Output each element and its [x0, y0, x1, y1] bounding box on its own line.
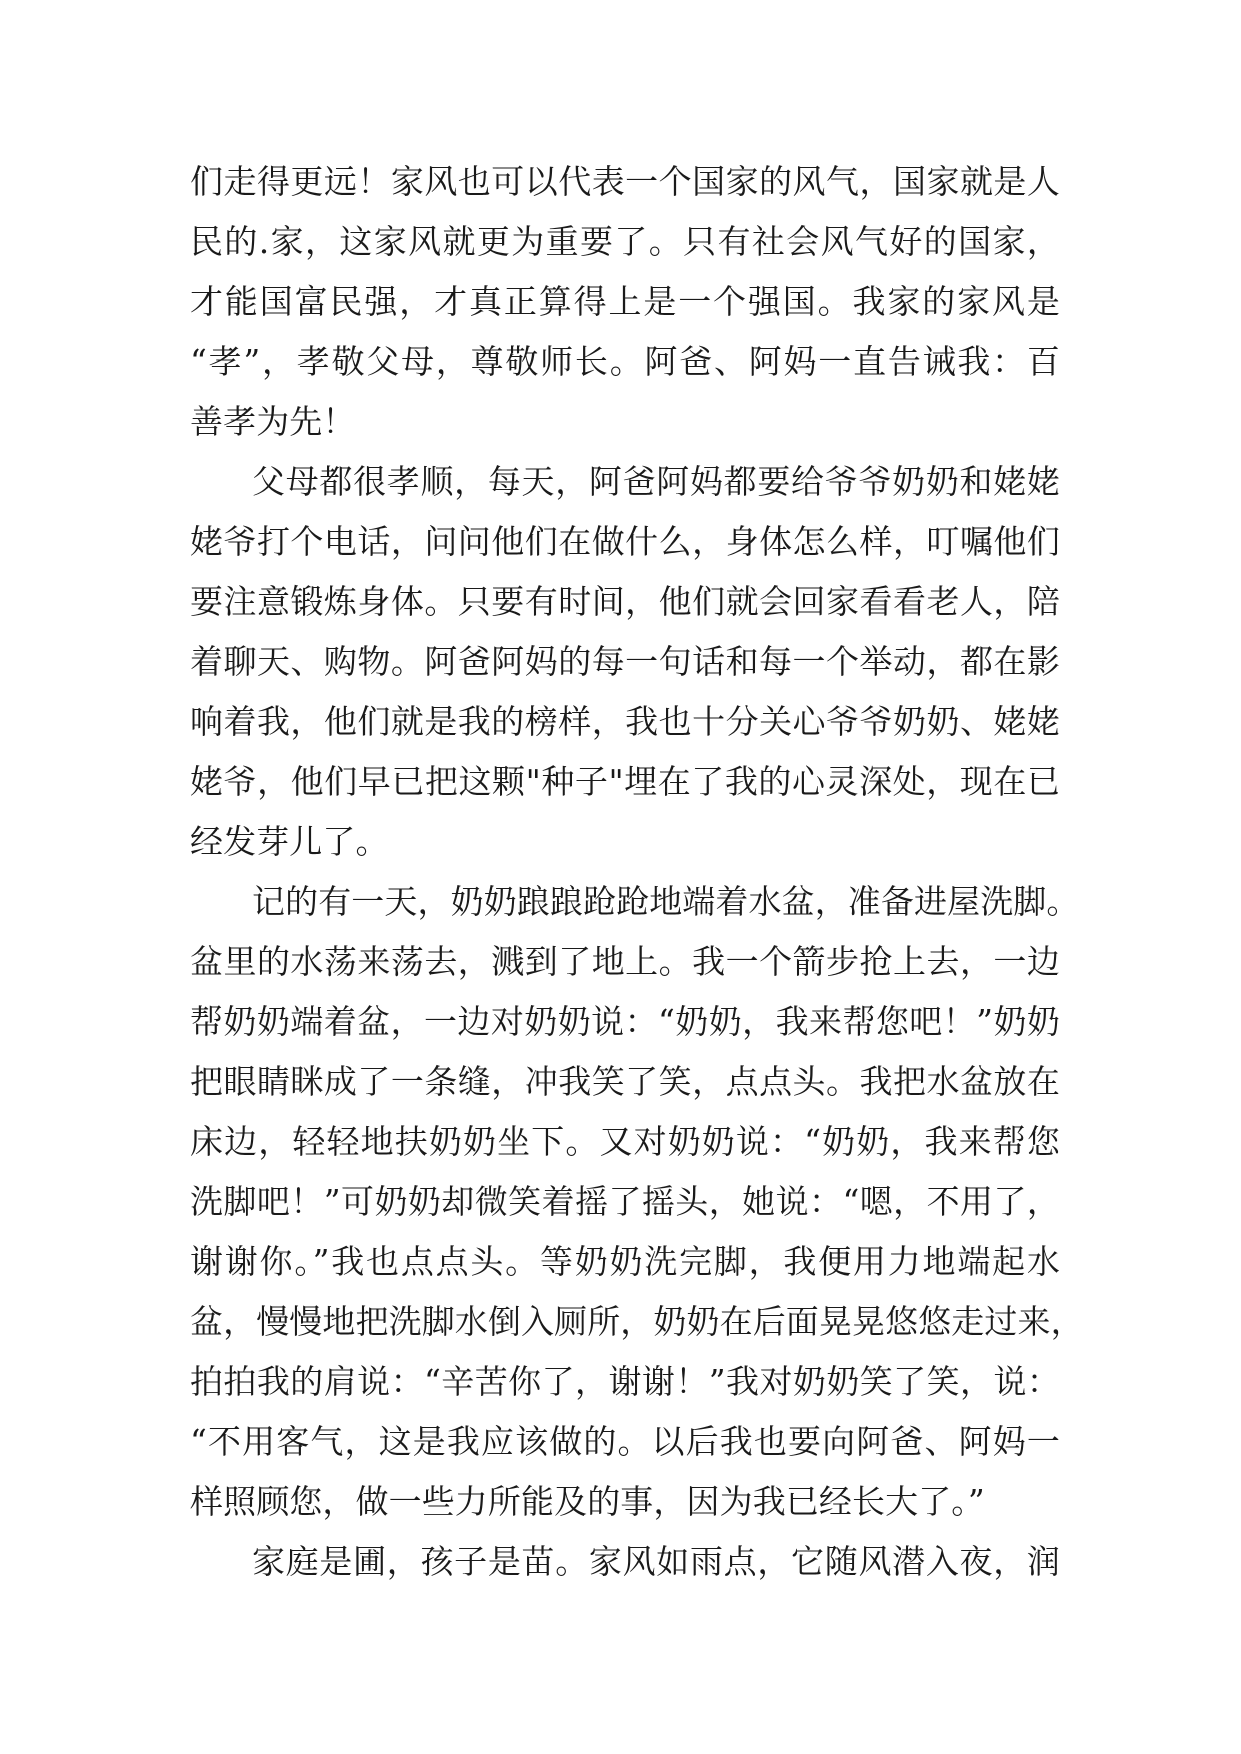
text-line: 要注意锻炼身体。只要有时间，他们就会回家看看老人，陪: [190, 582, 1060, 621]
text-line: 姥爷打个电话，问问他们在做什么，身体怎么样，叮嘱他们: [190, 522, 1060, 561]
text-line: 拍拍我的肩说：“辛苦你了，谢谢！”我对奶奶笑了笑，说：: [190, 1362, 1060, 1401]
paragraph-first-line: 记的有一天，奶奶踉踉跄跄地端着水盆，准备进屋洗脚。: [252, 882, 1080, 921]
paragraph-first-line: 家庭是圃，孩子是苗。家风如雨点，它随风潜入夜，润: [252, 1542, 1060, 1581]
text-line: 才能国富民强，才真正算得上是一个强国。我家的家风是: [190, 282, 1060, 321]
text-line: 们走得更远！家风也可以代表一个国家的风气，国家就是人: [190, 162, 1060, 201]
text-line: 帮奶奶端着盆，一边对奶奶说：“奶奶，我来帮您吧！”奶奶: [190, 1002, 1060, 1041]
text-line: 民的.家，这家风就更为重要了。只有社会风气好的国家，: [190, 222, 1060, 261]
text-line: 谢谢你。”我也点点头。等奶奶洗完脚，我便用力地端起水: [190, 1242, 1060, 1281]
text-line: 样照顾您，做一些力所能及的事，因为我已经长大了。”: [190, 1482, 985, 1521]
text-line: 响着我，他们就是我的榜样，我也十分关心爷爷奶奶、姥姥: [190, 702, 1060, 741]
text-line: 盆里的水荡来荡去，溅到了地上。我一个箭步抢上去，一边: [190, 942, 1060, 981]
text-line: 洗脚吧！”可奶奶却微笑着摇了摇头，她说：“嗯，不用了，: [190, 1182, 1060, 1221]
text-line: 把眼睛眯成了一条缝，冲我笑了笑，点点头。我把水盆放在: [190, 1062, 1060, 1101]
text-line: 盆，慢慢地把洗脚水倒入厕所，奶奶在后面晃晃悠悠走过来，: [190, 1302, 1084, 1341]
text-line: “不用客气，这是我应该做的。以后我也要向阿爸、阿妈一: [190, 1422, 1060, 1461]
paragraph-first-line: 父母都很孝顺，每天，阿爸阿妈都要给爷爷奶奶和姥姥: [252, 462, 1060, 501]
text-line: 姥爷，他们早已把这颗"种子"埋在了我的心灵深处，现在已: [190, 762, 1060, 801]
text-line: 着聊天、购物。阿爸阿妈的每一句话和每一个举动，都在影: [190, 642, 1060, 681]
text-line: 经发芽儿了。: [190, 822, 389, 861]
essay-body: [190, 152, 1084, 1592]
text-line: 善孝为先！: [190, 402, 356, 441]
text-line: “孝”，孝敬父母，尊敬师长。阿爸、阿妈一直告诫我：百: [190, 342, 1060, 381]
text-line: 床边，轻轻地扶奶奶坐下。又对奶奶说：“奶奶，我来帮您: [190, 1122, 1060, 1161]
